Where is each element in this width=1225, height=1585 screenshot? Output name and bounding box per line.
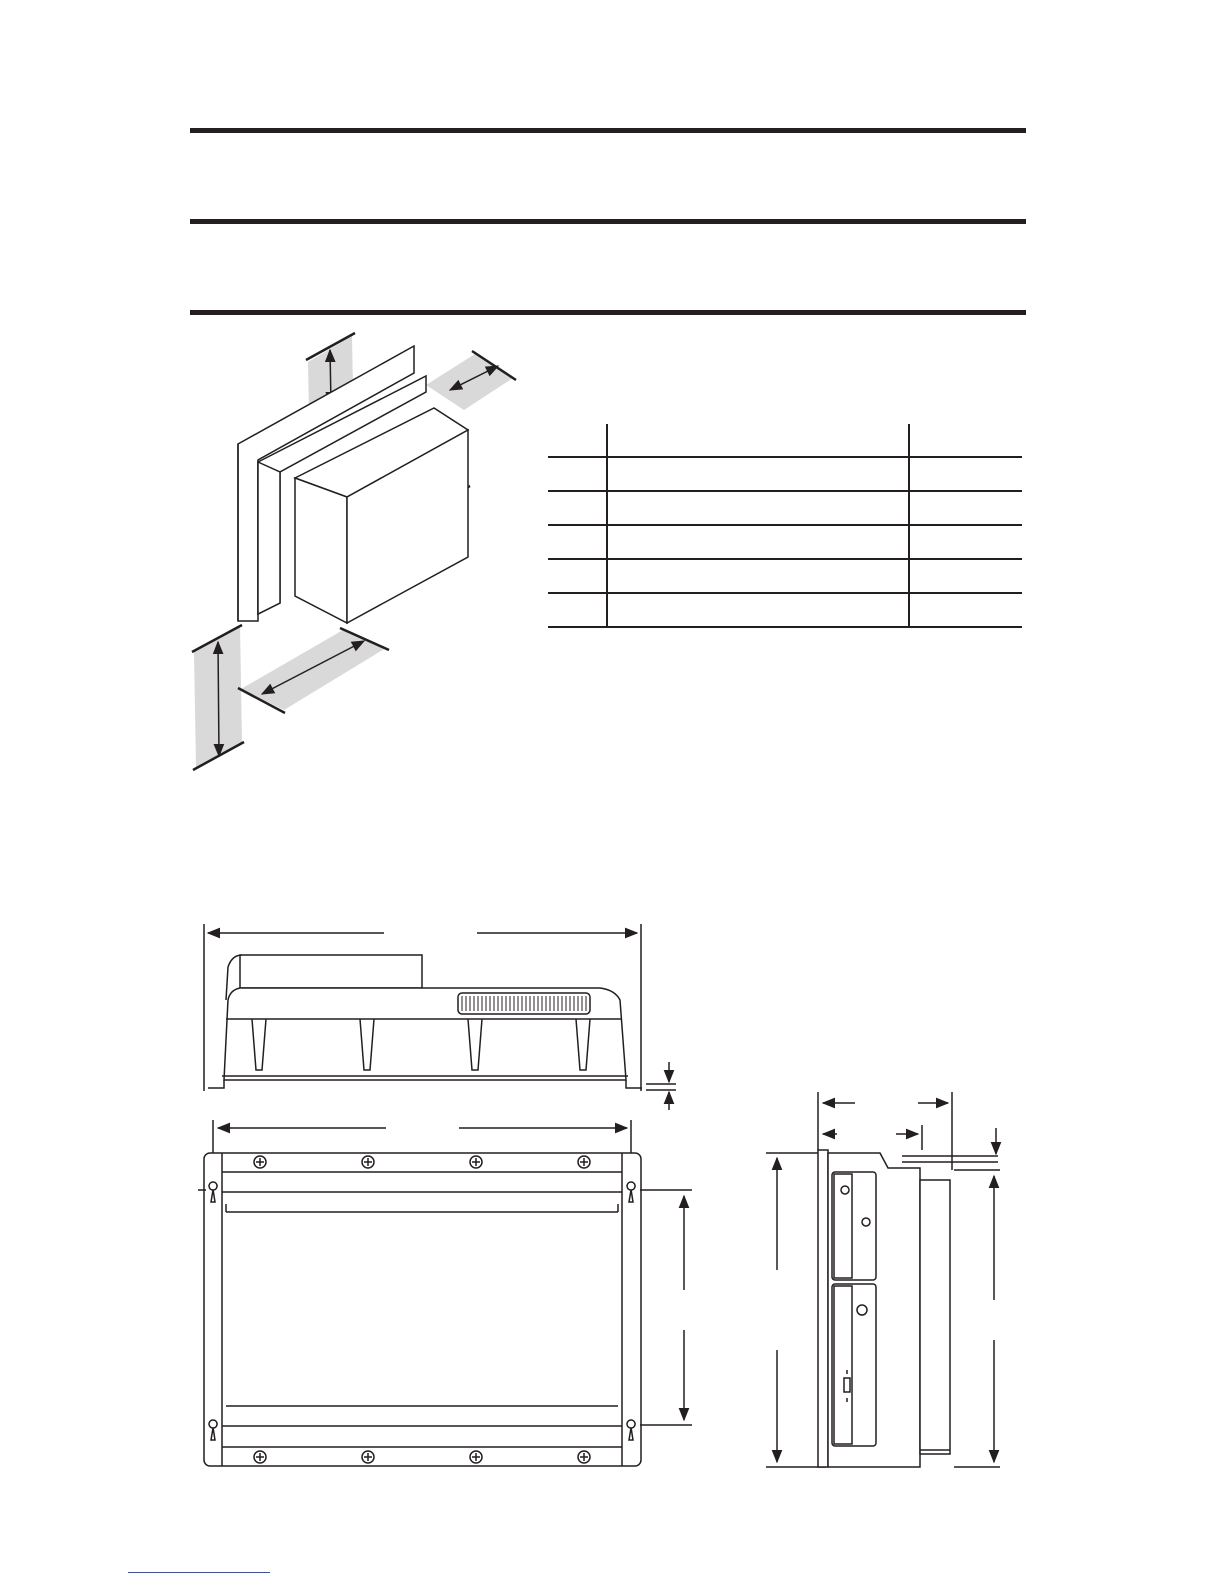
clearance-zone-right xyxy=(426,351,516,410)
clearance-zone-bottom xyxy=(192,625,244,770)
isometric-clearance-diagram xyxy=(192,333,516,770)
enclosure-side-view-with-drive-bays xyxy=(766,1092,1000,1467)
clearance-zone-front xyxy=(238,628,389,713)
enclosure-top-view xyxy=(204,924,676,1110)
footer-link-underline[interactable] xyxy=(128,1572,270,1573)
enclosure-front-view-with-mounting-flanges xyxy=(198,1120,692,1466)
